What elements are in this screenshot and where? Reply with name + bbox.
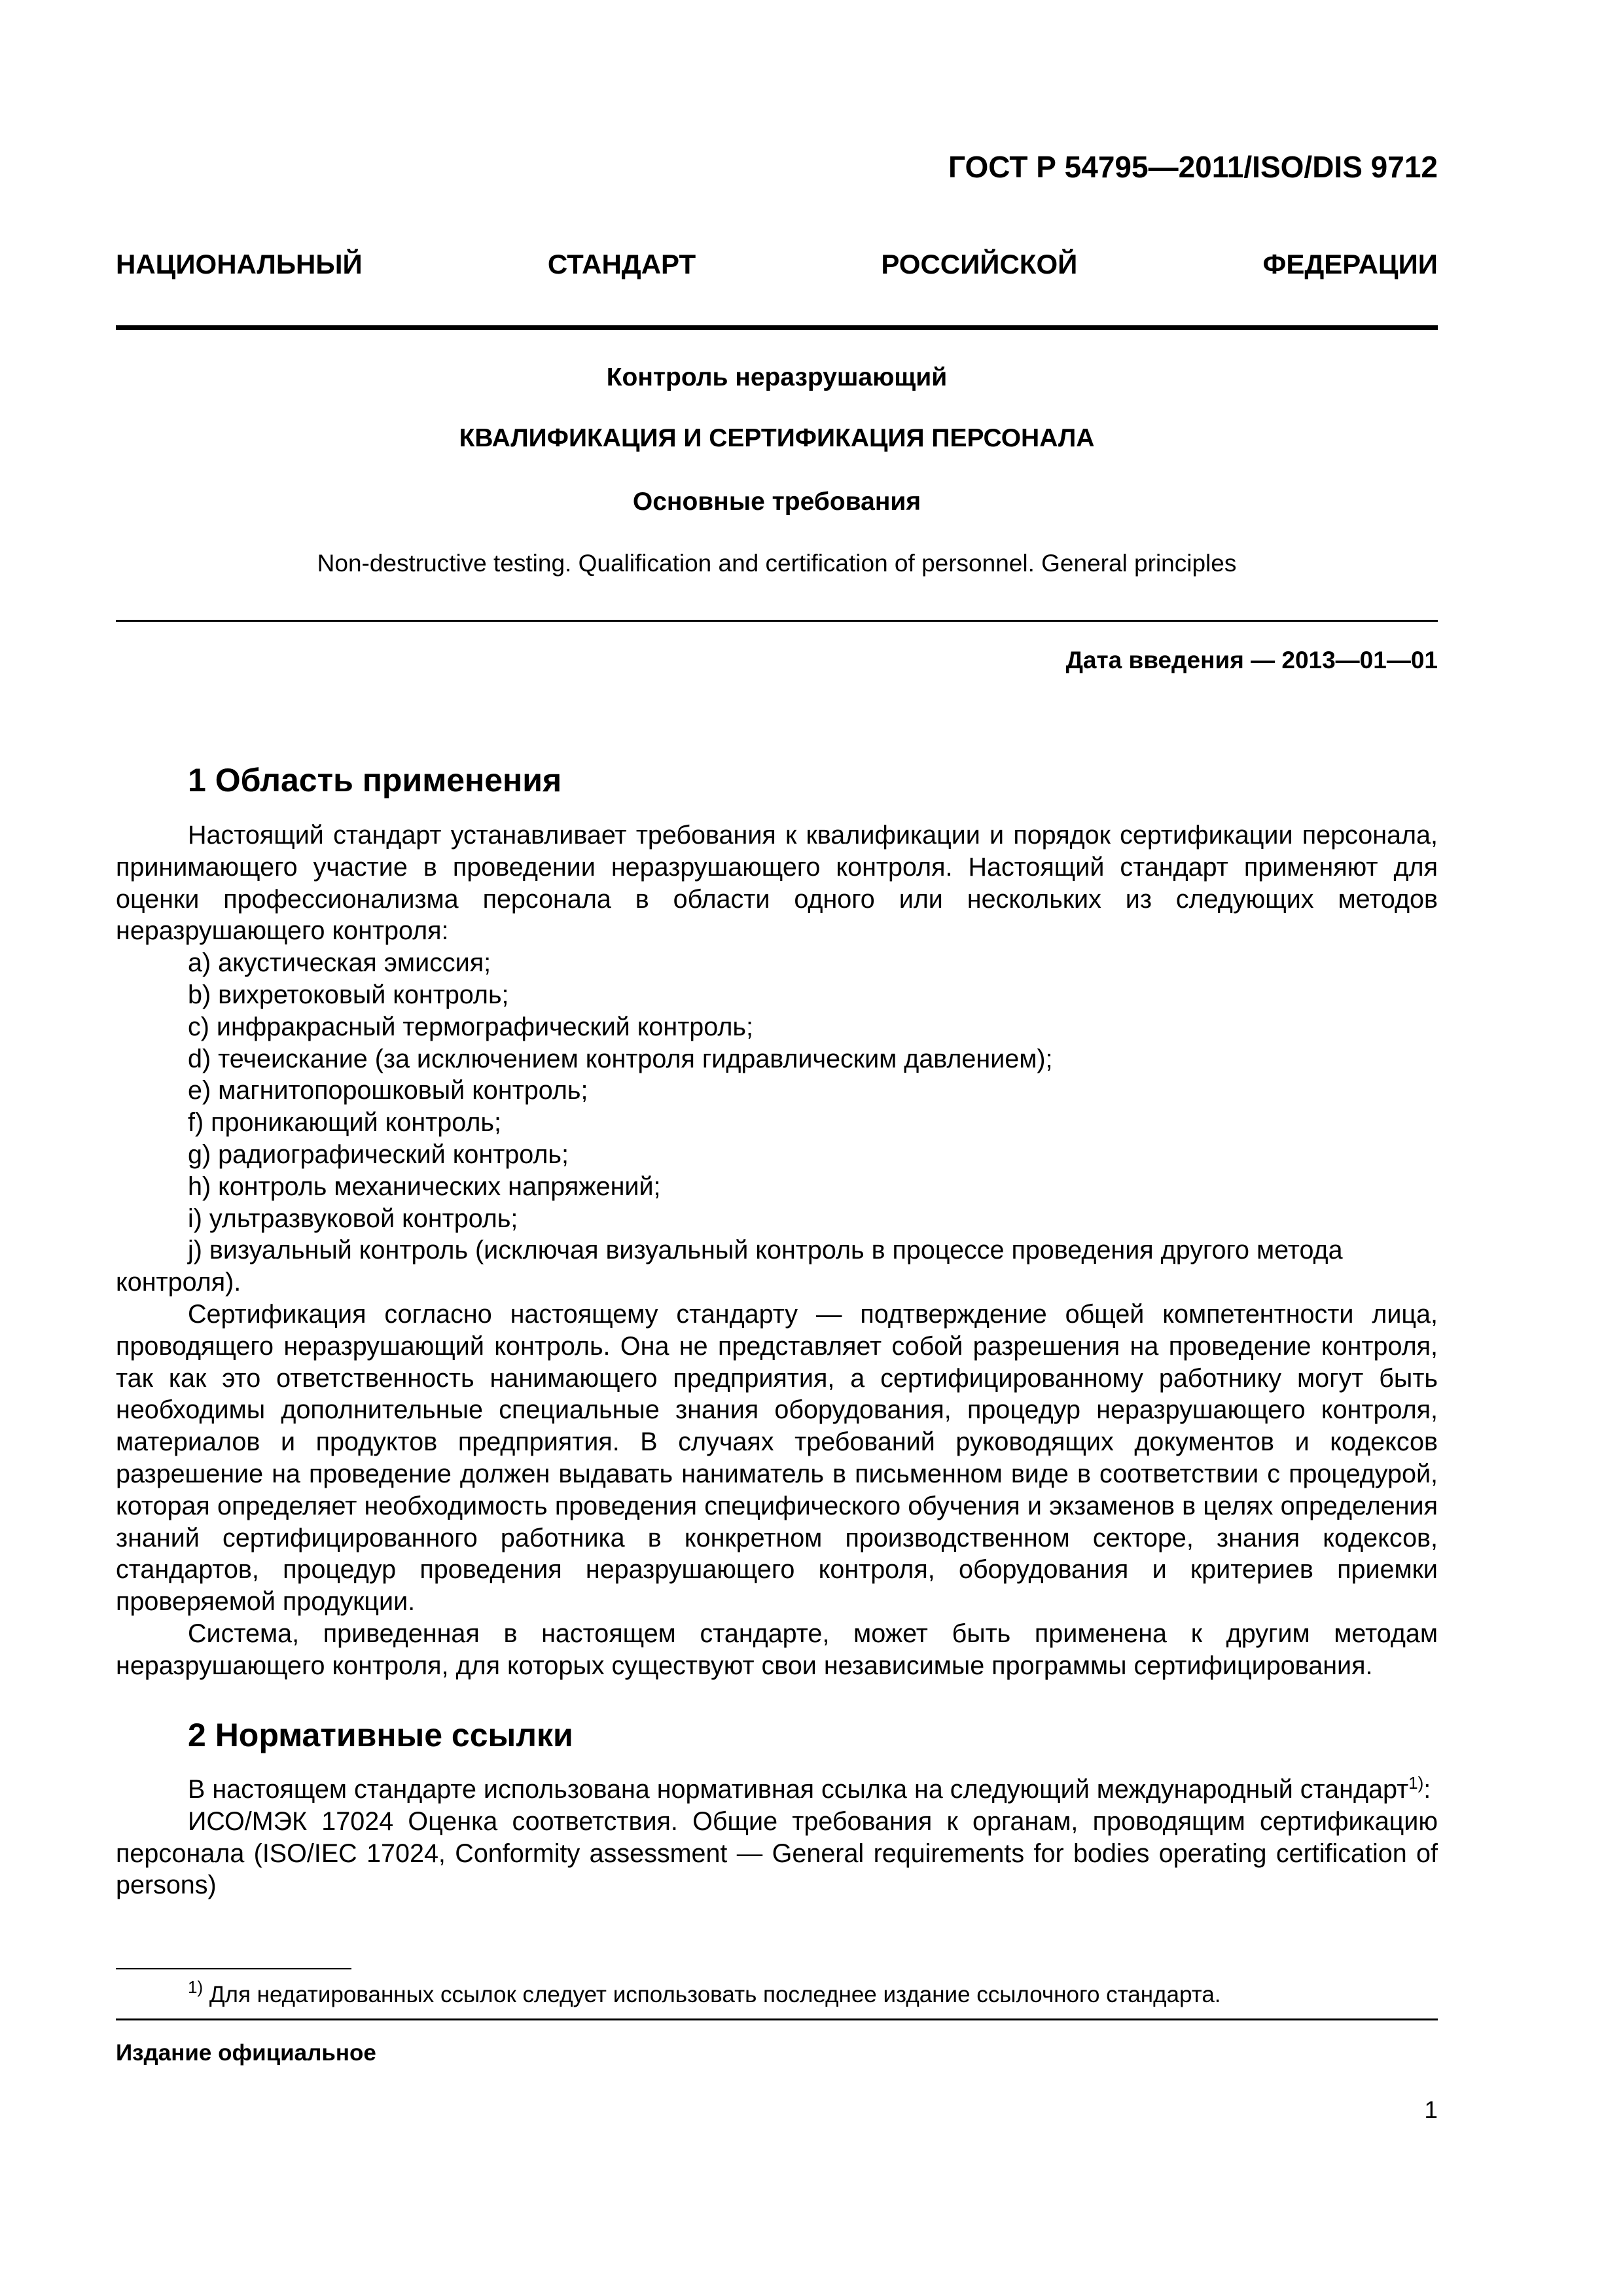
- national-title-word: ФЕДЕРАЦИИ: [1262, 249, 1438, 279]
- title-line-2: КВАЛИФИКАЦИЯ И СЕРТИФИКАЦИЯ ПЕРСОНАЛА: [459, 424, 1095, 452]
- section-2-body: [116, 1774, 1438, 1901]
- list-item: e) магнитопорошковый контроль;: [188, 1076, 588, 1105]
- section-2-heading: 2 Нормативные ссылки: [188, 1717, 573, 1753]
- section-2-paragraph-1: [116, 1774, 1438, 1806]
- national-standard-title: [116, 249, 1438, 280]
- list-item-continuation: контроля).: [116, 1268, 241, 1297]
- section-1-body: [116, 819, 1438, 1682]
- footnote-marker: 1): [188, 1977, 204, 1997]
- list-item: b) вихретоковый контроль;: [188, 980, 509, 1009]
- list-item: c) инфракрасный термографический контроль;: [188, 1012, 753, 1041]
- footnote-reference: 1): [1408, 1773, 1424, 1793]
- edition-label: Издание официальное: [116, 2040, 376, 2066]
- section-1-paragraph-2: Сертификация согласно настоящему стандарту — подтверждение общей компетентности лица, проводящего неразрушающий контроль. Она не представляет собой разрешения на проведение контроля, так как это ответственность нанимающего предприятия, а сертифицированному работнику могут быть необходимы дополнительные специальные знания оборудования, процедур неразрушающего контроля, материалов и продуктов предприятия. В случаях требований руководящих документов и кодексов разрешение на проведение должен выдавать наниматель в письменном виде в соответствии с процедурой, которая определяет необходимость проведения специфического обучения и экзаменов в целях определения знаний сертифицированного работника в конкретном производственном секторе, знания кодексов, стандартов, процедур проведения неразрушающего контроля, оборудования и критериев приемки проверяемой продукции.: [116, 1299, 1438, 1617]
- footnote: [188, 1977, 1221, 2008]
- title-divider: [116, 620, 1438, 622]
- section-2-paragraph-2: ИСО/МЭК 17024 Оценка соответствия. Общие требования к органам, проводящим сертификацию персонала (ISO/IEC 17024, Conformity assessment — General requirements for bodies operating certification of persons): [116, 1806, 1438, 1900]
- list-item: d) течеискание (за исключением контроля гидравлическим давлением);: [188, 1044, 1053, 1073]
- list-item: f) проникающий контроль;: [188, 1108, 501, 1138]
- section-1-paragraph-1: Настоящий стандарт устанавливает требования к квалификации и порядок сертификации персонала, принимающего участие в проведении неразрушающего контроля. Настоящий стандарт применяют для оценки профессионализма персонала в области одного или нескольких из следующих методов неразрушающего контроля:: [116, 821, 1438, 946]
- list-item: g) радиографический контроль;: [188, 1139, 569, 1169]
- document-code: ГОСТ Р 54795—2011/ISO/DIS 9712: [948, 150, 1438, 184]
- section-2-paragraph-1-text: В настоящем стандарте использована нормативная ссылка на следующий международный стандарт: [188, 1775, 1409, 1804]
- national-title-word: СТАНДАРТ: [547, 249, 696, 279]
- section-1-paragraph-3: Система, приведенная в настоящем стандарте, может быть применена к другим методам неразрушающего контроля, для которых существуют свои независимые программы сертифицирования.: [116, 1619, 1438, 1680]
- national-title-word: НАЦИОНАЛЬНЫЙ: [116, 249, 363, 279]
- document-page: [116, 0, 1438, 2296]
- title-english: Non-destructive testing. Qualification and certification of personnel. General principles: [317, 550, 1237, 577]
- section-1-heading: 1 Область применения: [188, 762, 562, 798]
- title-line-1: Контроль неразрушающий: [606, 363, 948, 391]
- title-line-3: Основные требования: [632, 488, 921, 516]
- methods-list: [116, 947, 1438, 1266]
- list-item: a) акустическая эмиссия;: [188, 948, 491, 978]
- footnote-text: Для недатированных ссылок следует использовать последнее издание ссылочного стандарта.: [203, 1982, 1221, 2007]
- page-number: 1: [1424, 2096, 1438, 2123]
- footnote-divider: [116, 1968, 351, 1969]
- section-2-paragraph-1-tail: :: [1423, 1775, 1431, 1804]
- national-title-word: РОССИЙСКОЙ: [881, 249, 1078, 279]
- list-item: j) визуальный контроль (исключая визуальный контроль в процессе проведения другого метода: [188, 1236, 1343, 1265]
- footer-divider: [116, 2018, 1438, 2020]
- list-item: h) контроль механических напряжений;: [188, 1172, 661, 1201]
- introduction-date: Дата введения — 2013—01—01: [1065, 647, 1438, 673]
- list-item: i) ультразвуковой контроль;: [188, 1204, 518, 1233]
- header-divider: [116, 325, 1438, 330]
